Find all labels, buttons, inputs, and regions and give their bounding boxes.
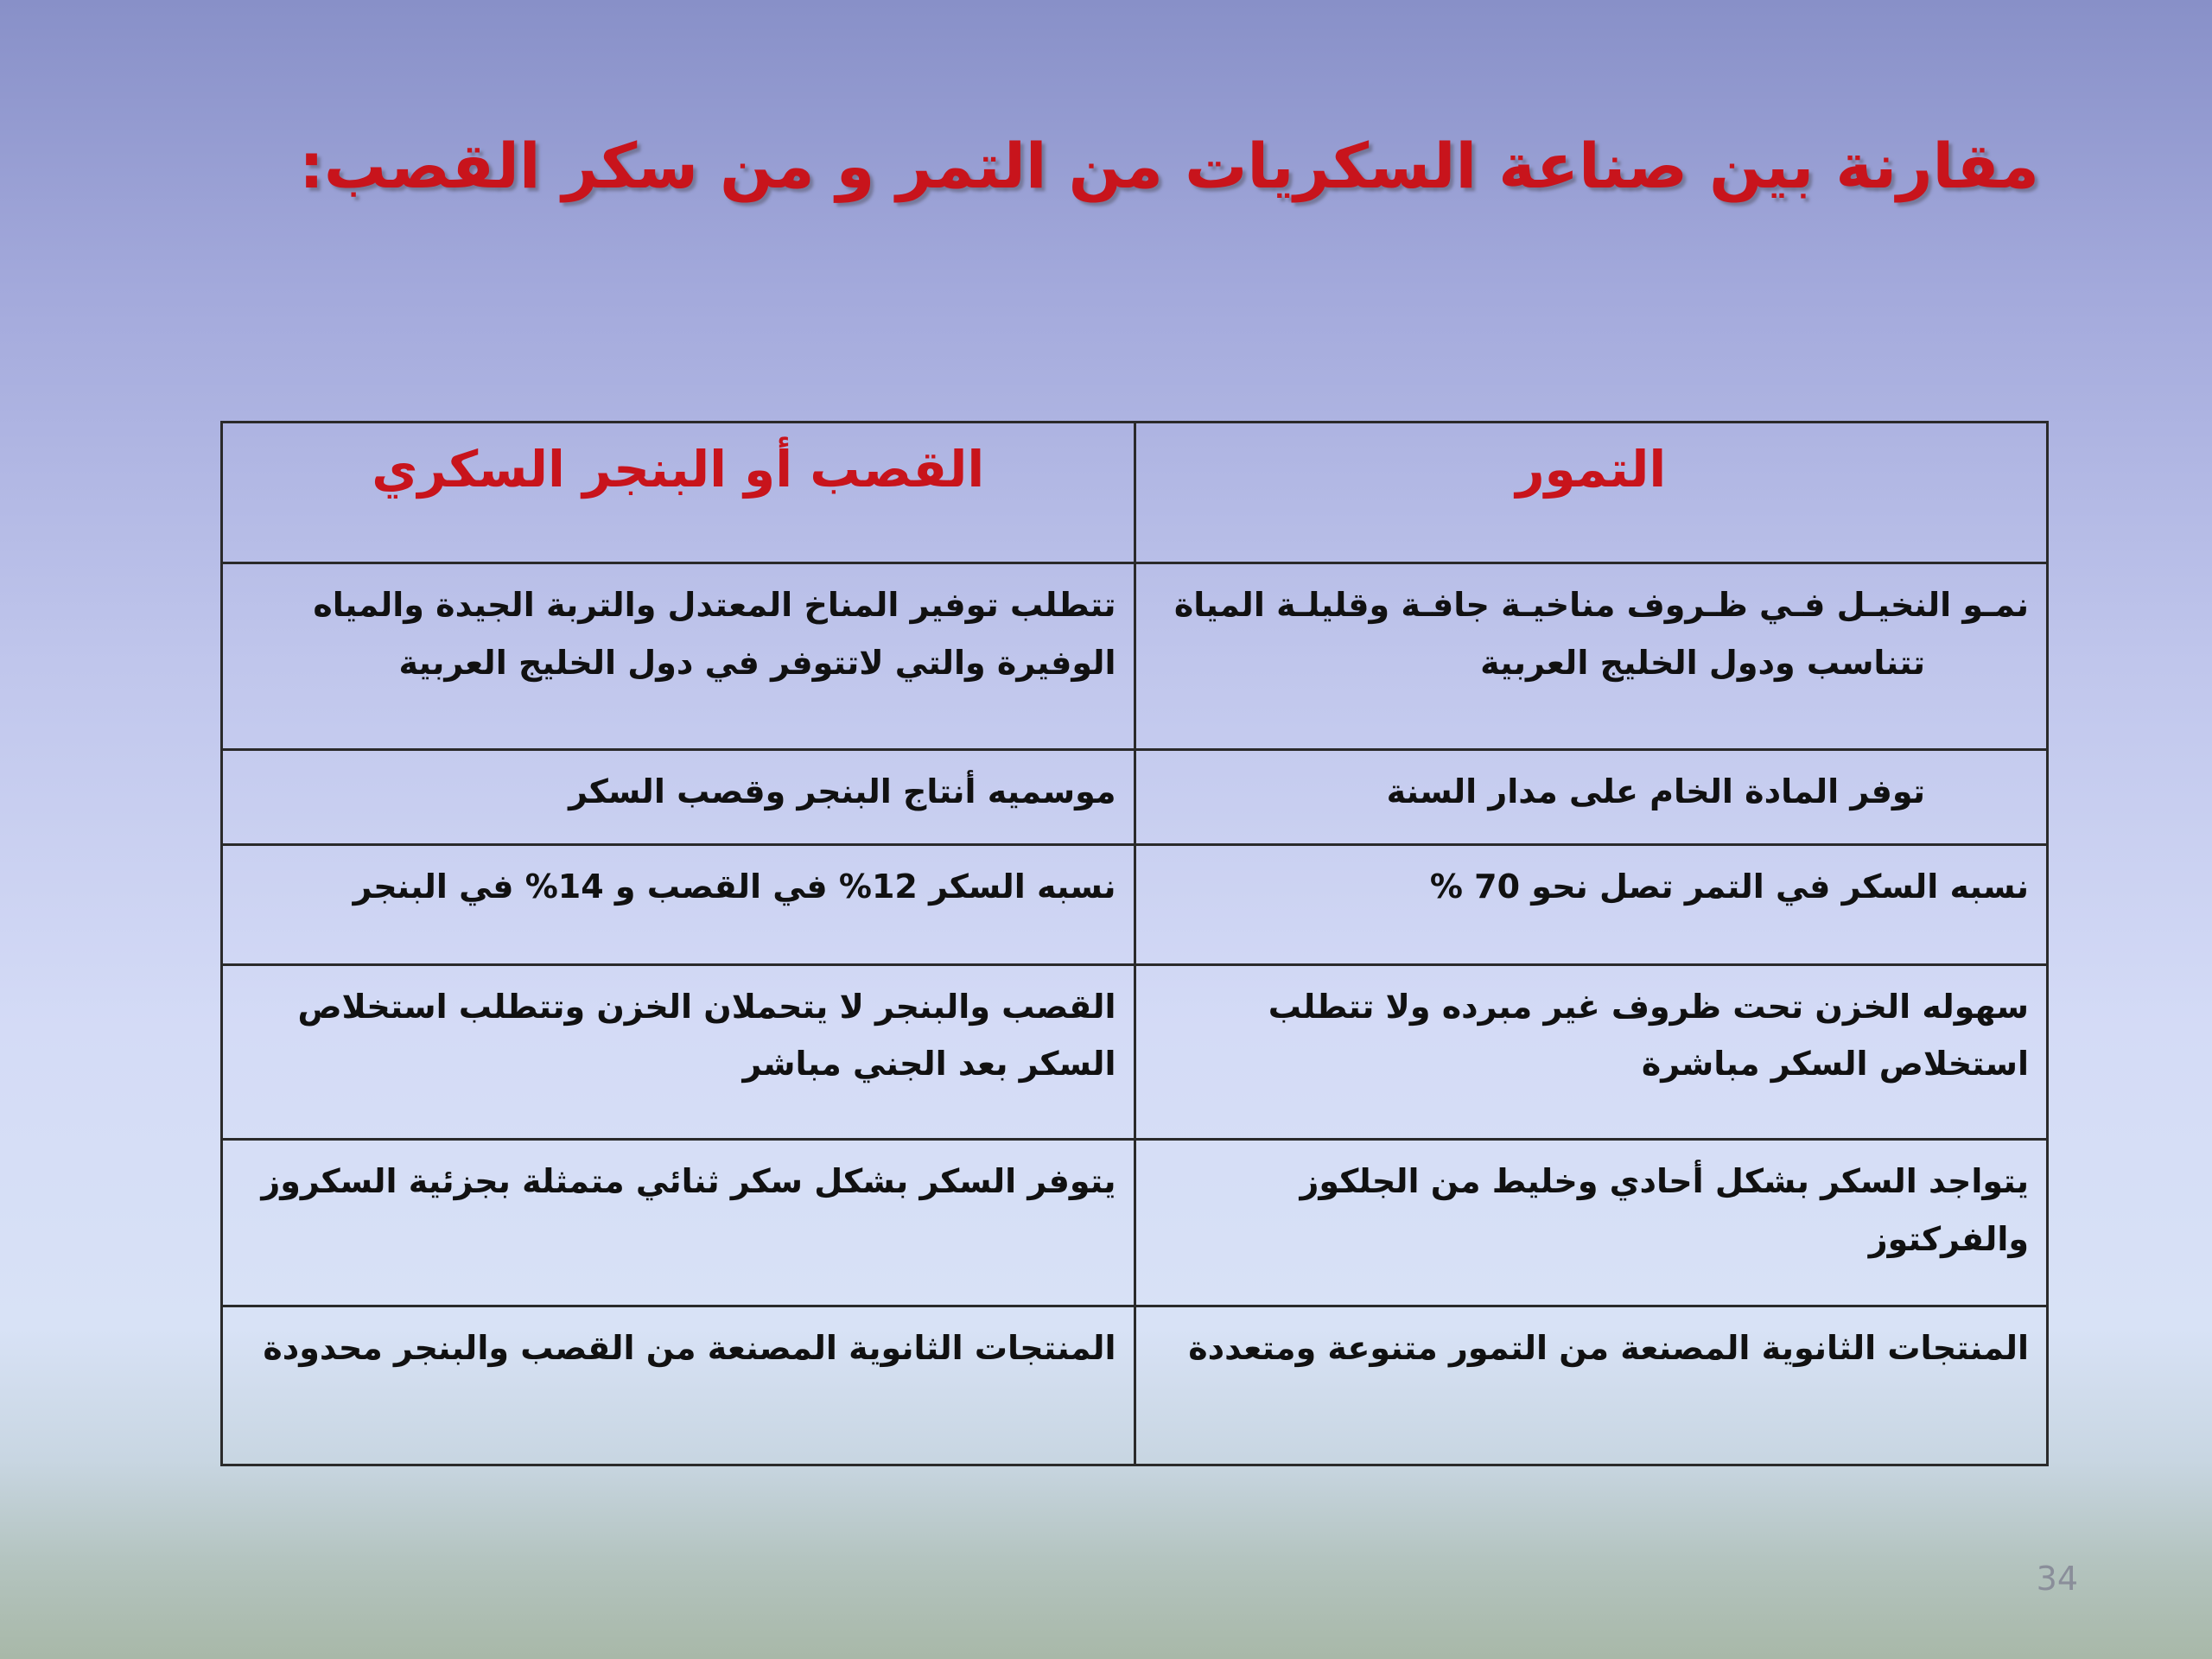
comparison-table <box>220 421 2049 1466</box>
cell-cane <box>222 1140 1135 1306</box>
cell-dates <box>1135 964 2048 1140</box>
cell-line: القصب والبنجر لا يتحملان الخزن وتتطلب استخلاص <box>297 987 1116 1026</box>
cell-cane <box>222 964 1135 1140</box>
table-row <box>222 1306 2048 1465</box>
cell-line: يتواجد السكر بشكل أحادي وخليط من الجلكوز <box>1300 1162 2029 1201</box>
cell-line: سهوله الخزن تحت ظروف غير مبرده ولا تتطلب <box>1268 987 2029 1026</box>
table-row <box>222 845 2048 964</box>
table-header-row <box>222 423 2048 563</box>
slide-title: مقارنة بين صناعة السكريات من التمر و من سكر القصب: <box>299 130 2039 202</box>
cell-line: الوفيرة والتي لاتتوفر في دول الخليج العربية <box>398 643 1116 682</box>
cell-dates <box>1135 845 2048 964</box>
cell-line: تتناسب ودول الخليج العربية <box>1480 643 1925 682</box>
cell-line: نمـو النخيـل فـي ظـروف مناخيـة جافـة وقليلـة المياة <box>1173 586 2029 625</box>
cell-line: توفر المادة الخام على مدار السنة <box>1386 772 1925 810</box>
header-cane: القصب أو البنجر السكري <box>222 423 1135 563</box>
cell-line: تتطلب توفير المناخ المعتدل والتربة الجيدة والمياه <box>313 586 1116 625</box>
cell-dates <box>1135 749 2048 844</box>
cell-line: السكر بعد الجني مباشر <box>742 1045 1116 1084</box>
cell-line: استخلاص السكر مباشرة <box>1641 1045 2029 1084</box>
cell-cane <box>222 1306 1135 1465</box>
cell-cane <box>222 845 1135 964</box>
cell-cane <box>222 563 1135 750</box>
cell-line: موسميه أنتاج البنجر وقصب السكر <box>569 772 1116 810</box>
table-row <box>222 563 2048 750</box>
table-row <box>222 964 2048 1140</box>
header-dates: التمور <box>1135 423 2048 563</box>
cell-dates <box>1135 1306 2048 1465</box>
cell-cane <box>222 749 1135 844</box>
cell-dates <box>1135 563 2048 750</box>
page-number: 34 <box>2036 1560 2078 1598</box>
table-row <box>222 1140 2048 1306</box>
cell-line: المنتجات الثانوية المصنعة من التمور متنوعة ومتعددة <box>1188 1328 2029 1367</box>
cell-line: يتوفر السكر بشكل سكر ثنائي متمثلة بجزئية السكروز <box>261 1162 1116 1201</box>
cell-line: نسبه السكر في التمر تصل نحو 70 % <box>1429 868 2029 906</box>
cell-line: نسبه السكر 12% في القصب و 14% في البنجر <box>353 868 1116 906</box>
cell-line: والفركتوز <box>1868 1219 2029 1258</box>
cell-dates <box>1135 1140 2048 1306</box>
comparison-table-container <box>220 421 2049 1466</box>
table-row <box>222 749 2048 844</box>
cell-line: المنتجات الثانوية المصنعة من القصب والبنجر محدودة <box>263 1328 1116 1367</box>
